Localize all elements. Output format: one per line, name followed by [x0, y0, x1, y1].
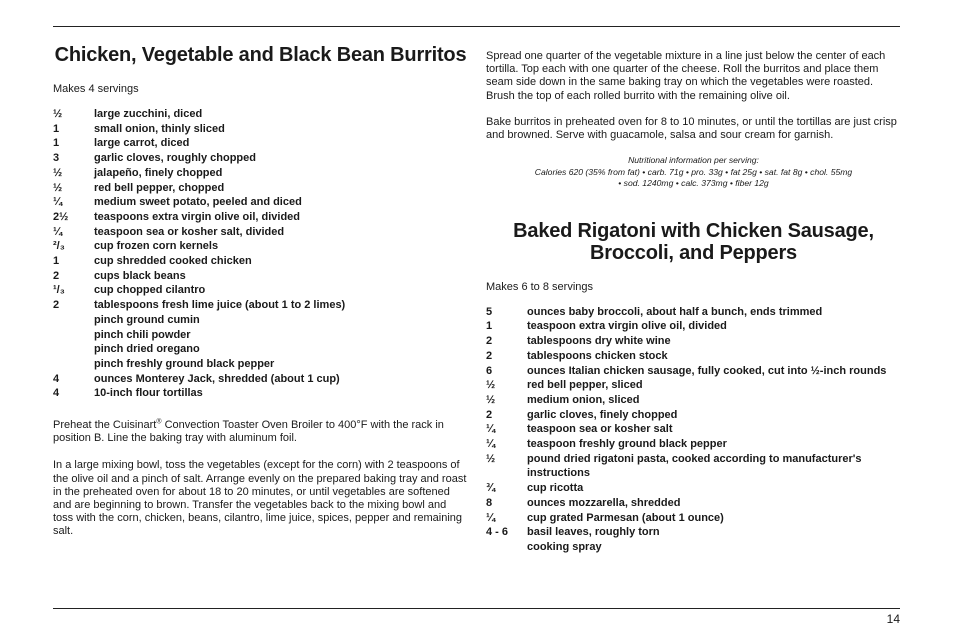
ingredient-qty: [53, 313, 94, 328]
ingredient-row: [53, 313, 468, 328]
nutrition-heading: Nutritional information per serving:: [628, 155, 759, 166]
ingredient-row: [486, 334, 901, 349]
ingredient-qty: [53, 328, 94, 343]
ingredient-text: tablespoons dry white wine: [527, 335, 671, 348]
ingredient-qty: ¼: [53, 225, 63, 238]
ingredient-row: [53, 136, 468, 151]
ingredient-qty: [53, 357, 94, 372]
ingredient-row: [53, 357, 468, 372]
ingredient-qty: [53, 342, 94, 357]
ingredient-qty: ½: [53, 108, 63, 120]
ingredient-list-burritos: [53, 107, 468, 401]
ingredient-row: [53, 298, 468, 313]
ingredient-row: [53, 225, 468, 240]
ingredient-text: teaspoon sea or kosher salt, divided: [94, 225, 285, 238]
servings-rigatoni: Makes 6 to 8 servings: [486, 280, 593, 293]
ingredient-text: ounces Italian chicken sausage, fully cooked, cut into ½-inch rounds: [527, 364, 887, 377]
ingredient-qty: 4: [53, 372, 60, 385]
ingredient-row: [486, 305, 901, 320]
ingredient-row: [53, 107, 468, 122]
ingredient-row: [53, 122, 468, 137]
ingredient-qty: 8: [486, 496, 493, 509]
ingredient-row: [486, 393, 901, 408]
ingredient-row: [486, 378, 901, 393]
ingredient-row: [486, 319, 901, 334]
ingredient-qty: 2: [486, 349, 493, 362]
ingredient-row: [53, 181, 468, 196]
ingredient-row: [486, 437, 901, 452]
ingredient-row: [53, 342, 468, 357]
ingredient-text: jalapeño, finely chopped: [94, 166, 223, 179]
ingredient-text: ounces Monterey Jack, shredded (about 1 cup): [94, 372, 340, 385]
nutrition-info: [486, 155, 901, 190]
ingredient-text: teaspoons extra virgin olive oil, divided: [94, 210, 300, 223]
ingredient-text: medium sweet potato, peeled and diced: [94, 196, 302, 209]
ingredient-row: [486, 452, 901, 481]
recipe-title-rigatoni: Baked Rigatoni with Chicken Sausage, Broccoli, and Peppers: [513, 219, 874, 264]
ingredient-qty: 2: [53, 299, 60, 312]
ingredient-text: large zucchini, diced: [94, 108, 203, 120]
ingredient-row: [53, 283, 468, 298]
ingredient-list-rigatoni: [486, 305, 901, 555]
ingredient-qty: 1: [486, 320, 493, 333]
ingredient-qty: ¼: [486, 423, 496, 436]
ingredient-text: pound dried rigatoni pasta, cooked according to manufacturer's instructions: [527, 452, 862, 480]
ingredient-text: ounces mozzarella, shredded: [527, 496, 681, 509]
ingredient-qty: ½: [53, 181, 63, 194]
ingredient-qty: ½: [486, 379, 496, 392]
left-column: [53, 44, 468, 539]
instruction-preheat: Preheat the Cuisinart® Convection Toaster Oven Broiler to 400°F with the rack in position B. Line the baking tray with aluminum foil.: [53, 418, 444, 445]
ingredient-text: teaspoon sea or kosher salt: [527, 423, 673, 436]
ingredient-text: cup frozen corn kernels: [94, 240, 219, 253]
ingredient-qty: [486, 540, 527, 555]
ingredient-row: [486, 481, 901, 496]
ingredient-text: teaspoon freshly ground black pepper: [527, 438, 727, 451]
recipe-title-burritos: Chicken, Vegetable and Black Bean Burritos: [54, 44, 467, 66]
ingredient-text: small onion, thinly sliced: [94, 122, 225, 135]
ingredient-text: large carrot, diced: [94, 137, 190, 150]
ingredient-qty: 1: [53, 255, 60, 268]
ingredient-row: [486, 408, 901, 423]
ingredient-text: pinch freshly ground black pepper: [94, 357, 275, 370]
ingredient-qty: ¼: [53, 196, 63, 209]
ingredient-qty: ½: [486, 393, 496, 406]
ingredient-qty: 2: [486, 335, 493, 348]
ingredient-row: [53, 269, 468, 284]
ingredient-row: [53, 151, 468, 166]
ingredient-text: 10-inch flour tortillas: [94, 387, 203, 400]
ingredient-qty: 4: [53, 387, 60, 400]
ingredient-row: [486, 511, 901, 526]
nutrition-line-1: Calories 620 (35% from fat) • carb. 71g • pro. 33g • fat 25g • sat. fat 8g • chol. 55mg: [534, 166, 853, 177]
ingredient-row: [53, 239, 468, 254]
ingredient-row: [486, 349, 901, 364]
ingredient-qty: ²/₃: [53, 240, 65, 253]
ingredient-row: [53, 195, 468, 210]
ingredient-qty: 1: [53, 122, 60, 135]
ingredient-row: [53, 386, 468, 401]
ingredient-text: cup ricotta: [527, 482, 584, 495]
top-rule: [53, 26, 900, 27]
ingredient-text: teaspoon extra virgin olive oil, divided: [527, 320, 727, 333]
ingredient-row: [486, 496, 901, 511]
instruction-assemble: Spread one quarter of the vegetable mixture in a line just below the center of each tortilla. Top each with one quarter of the cheese. Roll the burritos and place them seam side down in the same baking tray on which the vegetables were roasted. Brush the top of each rolled burrito with the remaining olive oil.: [486, 50, 886, 102]
ingredient-qty: ¼: [486, 438, 496, 451]
ingredient-row: [486, 525, 901, 540]
right-column: [486, 50, 901, 555]
ingredient-text: pinch chili powder: [94, 328, 191, 341]
ingredient-row: [53, 166, 468, 181]
ingredient-text: red bell pepper, chopped: [94, 181, 225, 194]
ingredient-text: tablespoons fresh lime juice (about 1 to 2 limes): [94, 299, 346, 312]
ingredient-text: garlic cloves, roughly chopped: [94, 152, 256, 165]
servings-burritos: Makes 4 servings: [53, 83, 139, 95]
ingredient-text: medium onion, sliced: [527, 393, 640, 406]
ingredient-row: [486, 364, 901, 379]
ingredient-text: pinch dried oregano: [94, 343, 200, 356]
instruction-roast: In a large mixing bowl, toss the vegetables (except for the corn) with 2 teaspoons of the olive oil and a pinch of salt. Arrange evenly on the prepared baking tray and roast in the preheated oven for about 18 to 20 minutes, or until vegetables are softened and are beginning to brown. Transfer the vegetables back to the mixing bowl and toss with the corn, chicken, beans, cilantro, lime juice, spices, pepper and remaining salt.: [53, 459, 467, 538]
ingredient-row: [53, 372, 468, 387]
ingredient-text: pinch ground cumin: [94, 313, 200, 326]
nutrition-line-2: • sod. 1240mg • calc. 373mg • fiber 12g: [618, 178, 769, 189]
ingredient-text: cup grated Parmesan (about 1 ounce): [527, 511, 724, 524]
ingredient-text: cup chopped cilantro: [94, 284, 206, 297]
ingredient-text: cooking spray: [527, 540, 602, 553]
ingredient-qty: 2: [53, 269, 60, 282]
ingredient-text: red bell pepper, sliced: [527, 379, 643, 392]
ingredient-text: ounces baby broccoli, about half a bunch, ends trimmed: [527, 305, 823, 318]
ingredient-qty: 2: [486, 408, 493, 421]
ingredient-row: [53, 328, 468, 343]
ingredient-qty: 3: [53, 152, 60, 165]
ingredient-text: cup shredded cooked chicken: [94, 255, 252, 268]
ingredient-row: [486, 422, 901, 437]
ingredient-row: [486, 540, 901, 555]
ingredient-row: [53, 210, 468, 225]
ingredient-qty: 2½: [53, 210, 69, 223]
ingredient-text: cups black beans: [94, 269, 186, 282]
ingredient-qty: ½: [486, 452, 496, 465]
ingredient-qty: ½: [53, 166, 63, 179]
bottom-rule: [53, 608, 900, 609]
ingredient-qty: 5: [486, 305, 493, 318]
ingredient-text: garlic cloves, finely chopped: [527, 408, 678, 421]
ingredient-text: tablespoons chicken stock: [527, 349, 668, 362]
ingredient-qty: ¼: [486, 511, 496, 524]
instruction-bake: Bake burritos in preheated oven for 8 to 10 minutes, or until the tortillas are just crisp and browned. Serve with guacamole, salsa and sour cream for garnish.: [486, 115, 897, 142]
ingredient-qty: ¾: [486, 482, 496, 495]
ingredient-text: basil leaves, roughly torn: [527, 526, 660, 539]
page-number: 14: [886, 612, 900, 626]
ingredient-row: [53, 254, 468, 269]
ingredient-qty: ¹/₃: [53, 284, 65, 297]
ingredient-qty: 1: [53, 137, 60, 150]
ingredient-qty: 4 - 6: [486, 526, 509, 539]
ingredient-qty: 6: [486, 364, 493, 377]
